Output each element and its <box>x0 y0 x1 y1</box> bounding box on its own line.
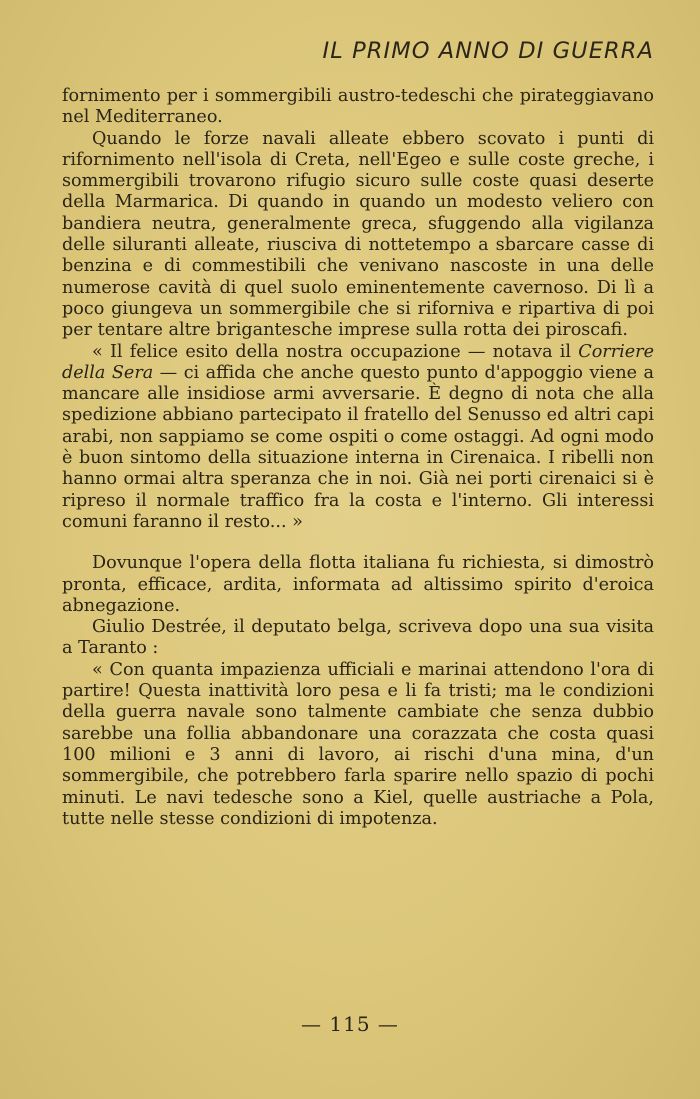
paragraph-quotation-corriere <box>62 342 654 534</box>
page-number: — 115 — <box>301 1012 399 1036</box>
quotation-part-1: « Il felice esito della nostra occupazione — notava il <box>92 341 579 362</box>
paragraph-flotta: Dovunque l'opera della flotta italiana fu richiesta, si dimostrò pronta, efficace, ardita, informata ad altissimo spirito d'eroica abnegazione. <box>62 553 654 616</box>
quotation-part-2: — ci affida che anche questo punto d'appoggio viene a mancare alle insidiose armi avversarie. È degno di nota che alla spedizione abbiano partecipato il fratello del Senusso ed altri capi arabi, non sappiamo se come ospiti o come ostaggi. Ad ogni modo è buon sintomo della situazione interna in Cirenaica. I ribelli non hanno ormai altra speranza che in noi. Già nei porti cirenaici si è ripreso il normale traffico fra la costa e l'interno. Gli interessi comuni faranno il resto... » <box>62 362 655 532</box>
body-text <box>62 86 654 830</box>
newspaper-title: Corriere della Sera <box>62 341 654 383</box>
paragraph-continuation: fornimento per i sommergibili austro-tedeschi che pirateggiavano nel Mediterraneo. <box>62 86 654 128</box>
paragraph-quotation-taranto: « Con quanta impazienza ufficiali e marinai attendono l'ora di partire! Questa inattività loro pesa e li fa tristi; ma le condizioni della guerra navale sono talmente cambiate che senza dubbio sarebbe una follia abbandonare una corazzata che costa quasi 100 milioni e 3 anni di lavoro, ai rischi d'una mina, d'un sommergibile, che potrebbero farla sparire nello spazio di pochi minuti. Le navi tedesche sono a Kiel, quelle austriache a Pola, tutte nelle stesse condizioni di impotenza. <box>62 659 654 829</box>
paragraph-marmarica: Quando le forze navali alleate ebbero scovato i punti di rifornimento nell'isola di Creta, nell'Egeo e sulle coste greche, i sommergibili trovarono rifugio sicuro sulle coste quasi deserte della Marmarica. Di quando in quando un modesto veliero con bandiera neutra, generalmente greca, sfuggendo alla vigilanza delle siluranti alleate, riusciva di nottetempo a sbarcare casse di benzina e di commestibili che venivano nascoste in una delle numerose cavità di quel suolo eminentemente cavernoso. Di lì a poco giungeva un sommergibile che si riforniva e ripartiva di poi per tentare altre brigantesche imprese sulla rotta dei piroscafi. <box>62 128 654 341</box>
paragraph-destree: Giulio Destrée, il deputato belga, scriveva dopo una sua visita a Taranto : <box>62 617 654 659</box>
running-title: IL PRIMO ANNO DI GUERRA <box>322 38 654 64</box>
